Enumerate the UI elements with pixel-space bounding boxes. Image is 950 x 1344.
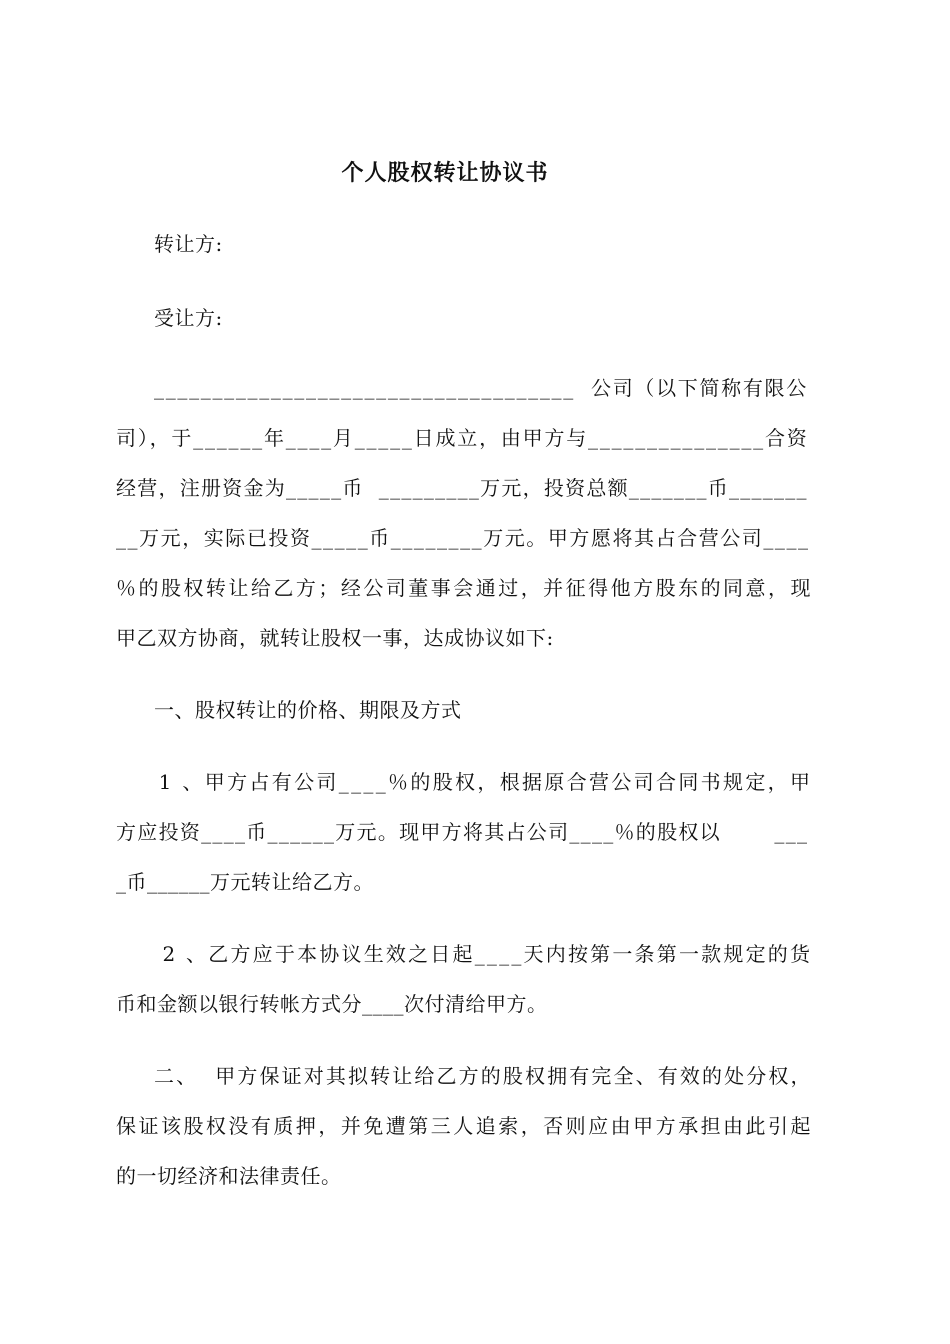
document-title: 个人股权转让协议书 [341,161,549,186]
section-2-line-1-text: 二、 甲方保证对其拟转让给乙方的股权拥有完全、有效的处分权， [154,1064,813,1088]
section-2-line-2-text: 保证该股权没有质押，并免遭第三人追索，否则应由甲方承担由此引起 [116,1114,813,1138]
intro-line-3 [116,474,818,502]
clause-1-line-2 [116,818,818,846]
intro-line-2-text: 司），于______年____月_____日成立，由甲方与_______________合资 [116,426,809,450]
intro-line-1-text: ____________________________________ 公司（以下简称有限公 [154,376,808,400]
transferor-label: 转让方: [154,232,223,256]
clause-1-line-1-text: 1 、甲方占有公司____％的股权，根据原合营公司合同书规定，甲 [150,770,813,794]
clause-2-line-2: 币和金额以银行转帐方式分____次付清给甲方。 [116,992,548,1016]
clause-1-line-2-text: 方应投资____币______万元。现甲方将其占公司____％的股权以 ___ [116,820,809,844]
intro-line-5 [116,574,818,602]
intro-line-5-text: ％的股权转让给乙方；经公司董事会通过，并征得他方股东的同意，现 [116,576,813,600]
transferee-label: 受让方: [154,306,223,330]
clause-2-line-1-text: 2 、乙方应于本协议生效之日起____天内按第一条第一款规定的货 [154,942,813,966]
section-1-heading: 一、股权转让的价格、期限及方式 [154,698,462,722]
intro-line-4 [116,524,818,552]
clause-1-line-1 [150,768,818,796]
section-2-line-2 [116,1112,818,1140]
intro-line-3-text: 经营，注册资金为_____币 _________万元，投资总额_______币_______ [116,476,808,500]
intro-line-1 [154,374,818,402]
clause-1-line-3: _币______万元转让给乙方。 [116,870,374,894]
clause-2-line-1 [154,940,818,968]
intro-line-6: 甲乙双方协商，就转让股权一事，达成协议如下: [116,626,554,650]
intro-line-2 [116,424,818,452]
section-2-line-1 [154,1062,818,1090]
section-2-line-3: 的一切经济和法律责任。 [116,1164,342,1188]
intro-line-4-text: __万元，实际已投资_____币________万元。甲方愿将其占合营公司____ [116,526,810,550]
